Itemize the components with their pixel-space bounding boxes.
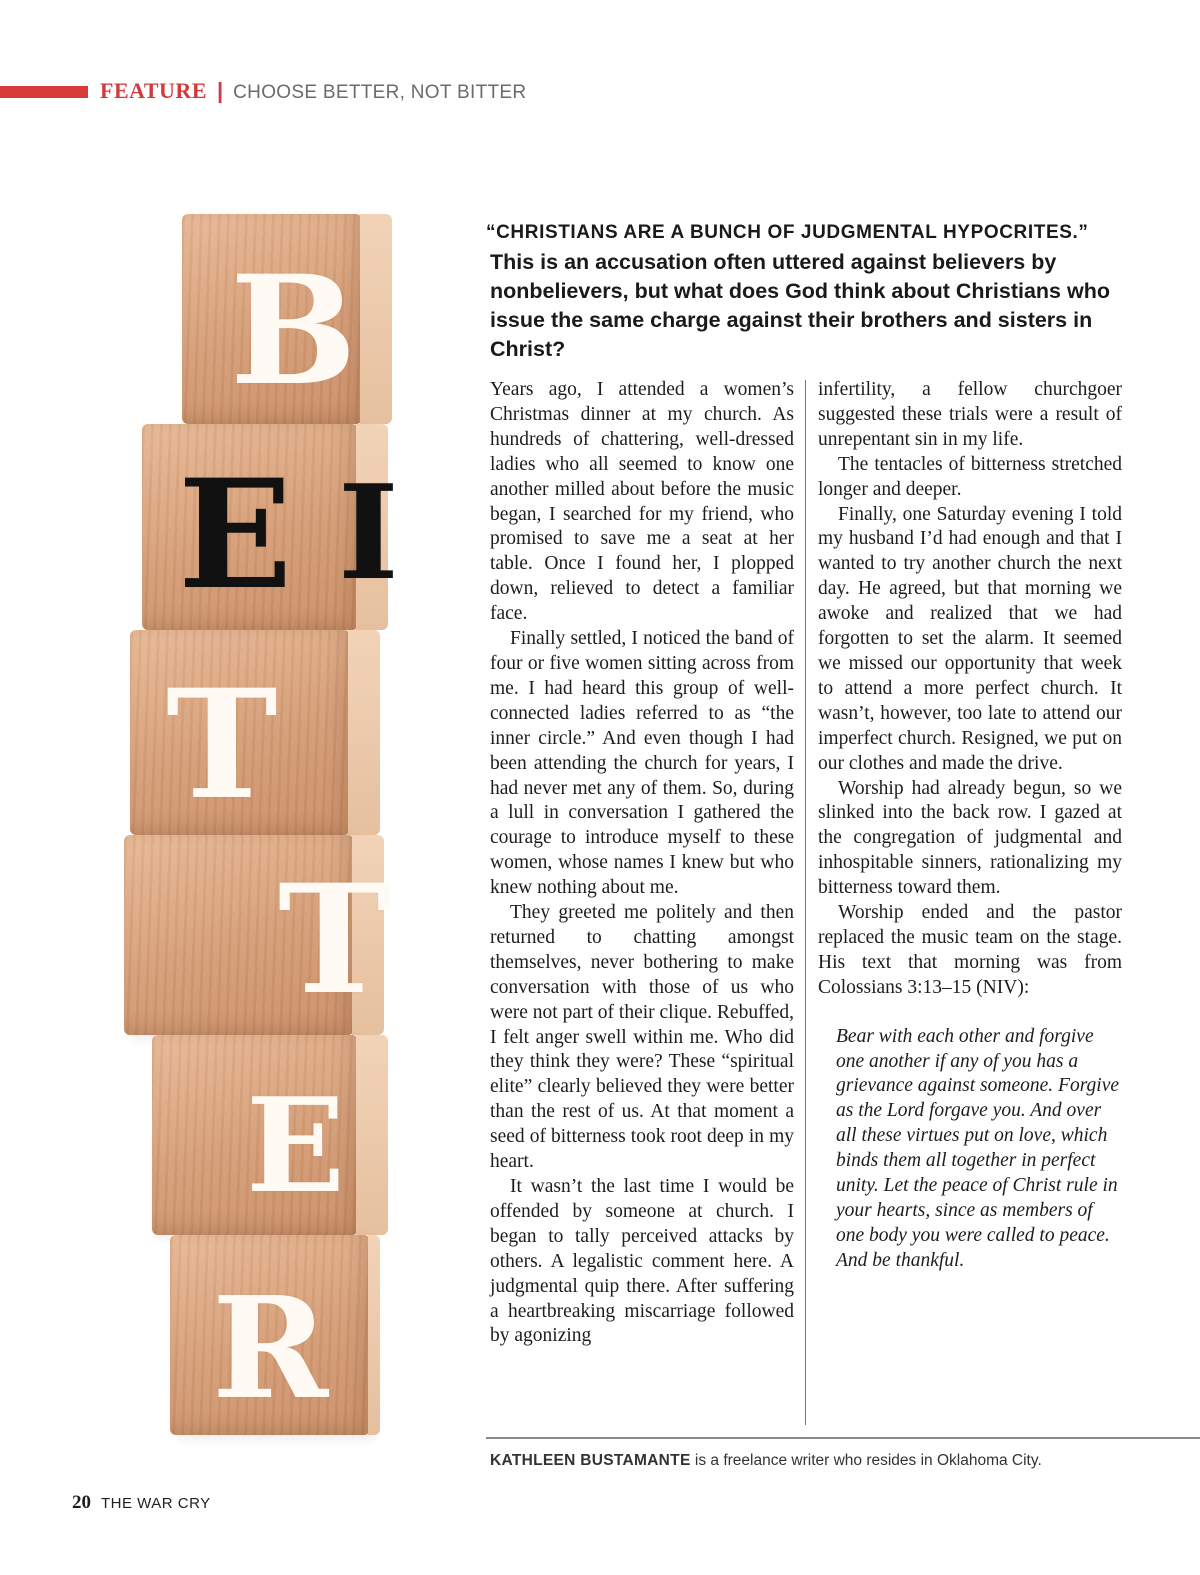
block-letter: T — [278, 852, 390, 1028]
header-separator: | — [217, 78, 224, 103]
block-b — [182, 214, 362, 424]
block-letter: B — [230, 243, 357, 419]
paragraph: It wasn’t the last time I would be offended by someone at church. I began to tally perceived attacks by others. A legalistic comment here. A judgmental quip there. After suffering a heartbreaking miscarriage followed by agonizing — [490, 1176, 794, 1347]
page-footer — [72, 1492, 211, 1514]
header-kicker: FEATURE — [100, 78, 207, 103]
page-number: 20 — [72, 1492, 91, 1513]
block-e-i — [142, 424, 399, 630]
bio-divider — [486, 1437, 1200, 1439]
paragraph: The tentacles of bitterness stretched longer and deeper. — [818, 453, 1122, 500]
magazine-name: THE WAR CRY — [101, 1495, 211, 1512]
article-column-2 — [818, 378, 1122, 1274]
scripture-quote: Bear with each other and forgive one another if any of you has a grievance against someone. Forgive as the Lord forgave you. And over all these virtues put on love, which binds them all together in perfect unity. Let the peace of Christ rule in your hearts, since as members of one body you were called to peace. And be thankful. — [836, 1025, 1120, 1271]
paragraph: infertility, a fellow churchgoer suggested these trials were a result of unrepentant sin in my life. — [818, 379, 1122, 450]
paragraph: Worship ended and the pastor replaced the music team on the stage. His text that morning was from Colossians 3:13–15 (NIV): — [818, 902, 1122, 998]
paragraph: Finally settled, I noticed the band of four or five women sitting across from me. I had heard this group of well-connected ladies referred to as “the inner circle.” And even though I had been attending the church for years, I had never met any of them. So, during a lull in conversation I gathered the courage to introduce myself to these women, whose names I knew but who knew nothing about me. — [490, 628, 794, 899]
author-name: KATHLEEN BUSTAMANTE — [490, 1452, 691, 1469]
block-t-1 — [130, 630, 350, 835]
article-column-1 — [490, 378, 794, 1349]
author-bio — [490, 1452, 1042, 1470]
block-r — [170, 1235, 370, 1435]
block-letter: R — [212, 1267, 329, 1431]
article-lede — [486, 222, 1126, 364]
paragraph: They greeted me politely and then returned to chatting amongst themselves, never bothering to make conversation with those of us who were not part of their clique. Rebuffed, I felt anger swell within me. Who did they think they were? These “spiritual elite” clearly believed they were better than the rest of us. At that moment a seed of bitterness took root deep in my heart. — [490, 902, 794, 1173]
author-bio-text: is a freelance writer who resides in Oklahoma City. — [690, 1452, 1042, 1469]
lede-quote: “CHRISTIANS ARE A BUNCH OF JUDGMENTAL HYPOCRITES.” — [486, 222, 1089, 243]
block-letter: E — [246, 1069, 346, 1222]
block-t-2 — [124, 835, 390, 1035]
lede-text: This is an accusation often uttered against believers by nonbelievers, but what does God think about Christians who issue the same charge against their brothers and sisters in Christ? — [490, 250, 1110, 361]
paragraph: Years ago, I attended a women’s Christmas dinner at my church. As hundreds of chattering, well-dressed ladies who all seemed to know one another milled about before the music began, I searched for my friend, who promised to save me a seat at her table. Once I found her, I plopped down, relieved to detect a familiar face. — [490, 379, 794, 625]
paragraph: Finally, one Saturday evening I told my husband I’d had enough and that I wanted to try another church the next day. He agreed, but that morning we awoke and realized that we had forgotten to set the alarm. It seemed we missed our opportunity that week to attend a more perfect church. It wasn’t, however, too late to attend our imperfect church. Resigned, we put on our clothes and made the drive. — [818, 503, 1122, 774]
block-letter: E — [178, 447, 293, 623]
column-divider — [805, 380, 806, 1425]
paragraph: Worship had already begun, so we slinked into the back row. I gazed at the congregation of judgmental and inhospitable sinners, rationalizing my bitterness toward them. — [818, 777, 1122, 899]
block-letter: T — [166, 657, 278, 833]
block-e — [152, 1035, 358, 1235]
header-section-title: CHOOSE BETTER, NOT BITTER — [233, 82, 527, 103]
better-blocks-image — [0, 0, 420, 1460]
block-letter-extra: I — [338, 456, 399, 609]
